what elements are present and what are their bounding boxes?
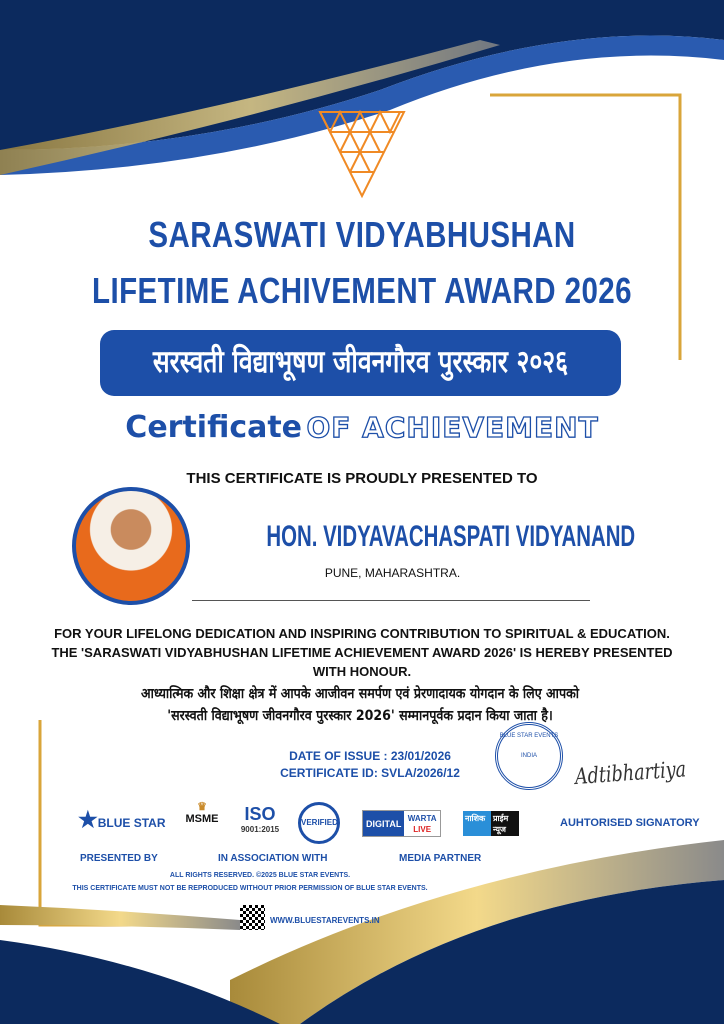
body-en-line: THE 'SARASWATI VIDYABHUSHAN LIFETIME ACHIEVEMENT AWARD 2026' IS HEREBY PRESENTED: [51, 645, 673, 660]
website-link[interactable]: WWW.BLUESTAREVENTS.IN: [270, 916, 380, 925]
blue-star-logo: ★BLUE STAR: [78, 807, 166, 832]
certificate-heading: [0, 410, 724, 445]
body-hi-line: 'सरस्वती विद्याभूषण जीवनगौरव पुरस्कार 2026' सम्मानपूर्वक प्रदान किया जाता है।: [167, 708, 553, 724]
rights-text: ALL RIGHTS RESERVED. ©2025 BLUE STAR EVENTS.: [169, 872, 351, 879]
recipient-name: HON. VIDYAVACHASPATI VIDYANAND: [266, 520, 636, 553]
date-of-issue: DATE OF ISSUE : 23/01/2026: [289, 749, 451, 763]
award-title-line2: LIFETIME ACHIVEMENT AWARD 2026: [92, 270, 632, 311]
award-title-line1: SARASWATI VIDYABHUSHAN: [148, 214, 576, 255]
notice-text: THIS CERTIFICATE MUST NOT BE REPRODUCED WITHOUT PRIOR PERMISSION OF BLUE STAR EVENTS.: [72, 885, 428, 892]
body-en-line: FOR YOUR LIFELONG DEDICATION AND INSPIRING CONTRIBUTION TO SPIRITUAL & EDUCATION.: [54, 626, 670, 641]
certificate-id: CERTIFICATE ID: SVLA/2026/12: [280, 766, 460, 780]
signature: Adtibhartiya: [574, 757, 687, 790]
label-association: IN ASSOCIATION WITH: [218, 853, 328, 864]
official-stamp: BLUE STAR EVENTS INDIA: [495, 722, 563, 790]
recipient-photo: [72, 487, 190, 605]
hindi-title: सरस्वती विद्याभूषण जीवनगौरव पुरस्कार २०२६: [152, 344, 569, 380]
body-hi-line: आध्यात्मिक और शिक्षा क्षेत्र में आपके आजीवन समर्पण एवं प्रेरणादायक योगदान के लिए आपको: [140, 686, 580, 702]
label-presented-by: PRESENTED BY: [80, 853, 158, 864]
signatory-label: AUHTORISED SIGNATORY: [560, 817, 700, 829]
verified-badge: VERIFIED: [298, 802, 340, 844]
nashik-prime-logo: नाशिक प्राईम न्यूज: [463, 811, 519, 836]
label-media-partner: MEDIA PARTNER: [399, 853, 482, 864]
of-achievement: OF ACHIEVEMENT: [306, 411, 599, 444]
divider: [192, 600, 590, 601]
body-en-line: WITH HONOUR.: [312, 664, 412, 679]
recipient-location: PUNE, MAHARASHTRA.: [324, 566, 461, 580]
msme-logo: ♛ MSME: [185, 801, 219, 825]
emblem-icon: [318, 108, 406, 200]
hindi-title-banner: [100, 330, 621, 396]
certificate-word: Certificate: [125, 410, 303, 445]
iso-logo: ISO 9001:2015: [240, 804, 280, 834]
presented-to: THIS CERTIFICATE IS PROUDLY PRESENTED TO: [186, 470, 538, 487]
qr-code: [240, 905, 265, 930]
digital-warta-logo: DIGITAL WARTA LIVE: [362, 810, 441, 837]
